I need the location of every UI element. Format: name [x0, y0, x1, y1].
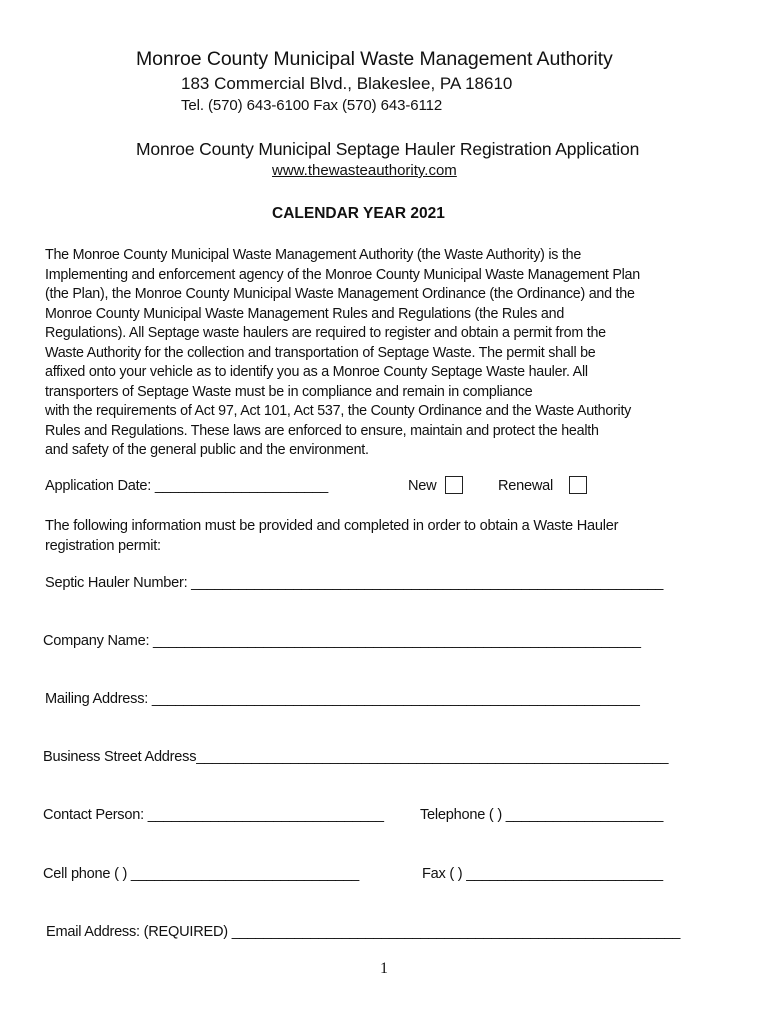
business-street-address-field[interactable]: Business Street Address____________________________________________________________	[43, 749, 669, 765]
instructions-line: registration permit:	[45, 538, 161, 554]
new-label: New	[408, 478, 437, 494]
contact-person-field[interactable]: Contact Person: ______________________________	[43, 807, 384, 823]
calendar-year-heading: CALENDAR YEAR 2021	[272, 205, 445, 222]
cell-phone-field[interactable]: Cell phone ( ) _____________________________	[43, 866, 360, 882]
new-checkbox[interactable]	[445, 476, 463, 494]
telephone-field[interactable]: Telephone ( ) ____________________	[420, 807, 664, 823]
septic-hauler-number-field[interactable]: Septic Hauler Number: ____________________________________________________________	[45, 575, 664, 591]
paragraph-line: transporters of Septage Waste must be in compliance and remain in compliance	[45, 383, 533, 400]
application-date-field[interactable]: Application Date: ______________________	[45, 478, 328, 494]
renewal-checkbox[interactable]	[569, 476, 587, 494]
email-address-field[interactable]: Email Address: (REQUIRED) _________________________________________________________	[46, 924, 681, 940]
intro-paragraph	[45, 246, 745, 461]
paragraph-line: Implementing and enforcement agency of the Monroe County Municipal Waste Management Plan	[45, 266, 640, 283]
page-number: 1	[380, 960, 388, 977]
paragraph-line: Monroe County Municipal Waste Management Rules and Regulations (the Rules and	[45, 305, 565, 322]
mailing-address-field[interactable]: Mailing Address: ______________________________________________________________	[45, 691, 640, 707]
paragraph-line: with the requirements of Act 97, Act 101, Act 537, the County Ordinance and the Waste Authority	[45, 403, 632, 419]
website-link[interactable]: www.thewasteauthority.com	[272, 162, 457, 179]
paragraph-line: Waste Authority for the collection and transportation of Septage Waste. The permit shall be	[45, 344, 596, 361]
instructions	[45, 516, 618, 556]
organization-address: 183 Commercial Blvd., Blakeslee, PA 18610	[181, 74, 513, 93]
paragraph-line: affixed onto your vehicle as to identify you as a Monroe County Septage Waste hauler. All	[45, 364, 588, 380]
renewal-label: Renewal	[498, 478, 554, 494]
company-name-field[interactable]: Company Name: ______________________________________________________________	[43, 633, 641, 649]
paragraph-line: Rules and Regulations. These laws are enforced to ensure, maintain and protect the health	[45, 422, 599, 439]
organization-phone-fax: Tel. (570) 643-6100 Fax (570) 643-6112	[181, 97, 443, 114]
fax-field[interactable]: Fax ( ) _________________________	[422, 866, 663, 882]
paragraph-line: (the Plan), the Monroe County Municipal Waste Management Ordinance (the Ordinance) and the	[45, 286, 635, 302]
paragraph-line: Regulations). All Septage waste haulers are required to register and obtain a permit from the	[45, 325, 606, 341]
organization-name: Monroe County Municipal Waste Management Authority	[136, 48, 613, 70]
paragraph-line: and safety of the general public and the environment.	[45, 442, 369, 458]
instructions-line: The following information must be provided and completed in order to obtain a Waste Hauler	[45, 518, 619, 534]
paragraph-line: The Monroe County Municipal Waste Management Authority (the Waste Authority) is the	[45, 247, 582, 263]
application-title: Monroe County Municipal Septage Hauler Registration Application	[136, 139, 640, 159]
